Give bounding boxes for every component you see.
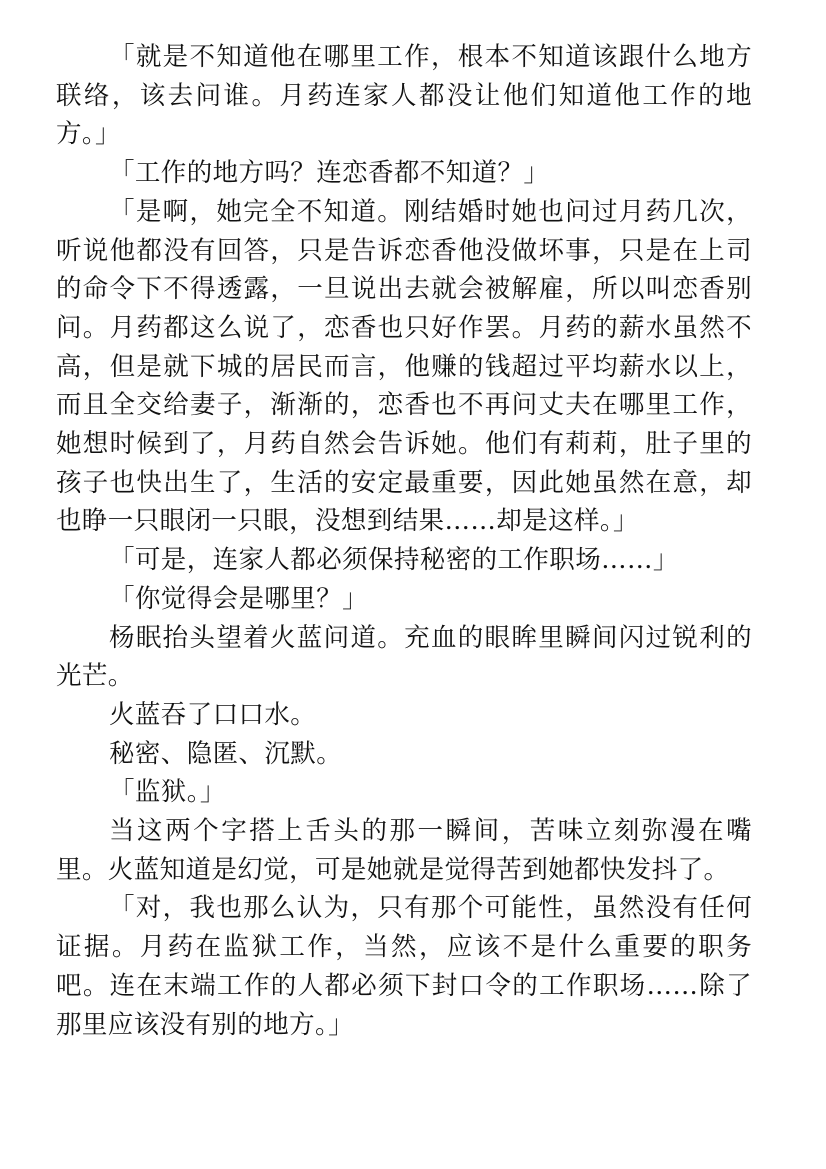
paragraph-narration-bitter: 当这两个字搭上舌头的那一瞬间，苦味立刻弥漫在嘴里。火蓝知道是幻觉，可是她就是觉得苦到她都快发抖了。 <box>56 816 752 885</box>
paragraph-dialogue-explanation: 「是啊，她完全不知道。刚结婚时她也问过月药几次，听说他都没有回答，只是告诉恋香他没做坏事，只是在上司的命令下不得透露，一旦说出去就会被解雇，所以叫恋香别问。月药都这么说了，恋香也只好作罢。月药的薪水虽然不高，但是就下城的居民而言，他赚的钱超过平均薪水以上，而且全交给妻子，渐渐的，恋香也不再问丈夫在哪里工作，她想时候到了，月药自然会告诉她。他们有莉莉，肚子里的孩子也快出生了，生活的安定最重要，因此她虽然在意，却也睁一只眼闭一只眼，没想到结果……却是这样。」 <box>56 196 752 537</box>
paragraph-dialogue-secret-workplace: 「可是，连家人都必须保持秘密的工作职场……」 <box>109 545 679 576</box>
paragraph-narration-yangmian: 杨眠抬头望着火蓝问道。充血的眼眸里瞬间闪过锐利的光芒。 <box>56 622 752 692</box>
paragraph-dialogue-workplace-unknown: 「就是不知道他在哪里工作，根本不知道该跟什么地方联络，该去问谁。月药连家人都没让他们知道他工作的地方。」 <box>56 42 752 150</box>
paragraph-dialogue-where: 「你觉得会是哪里？」 <box>109 583 369 614</box>
document-page <box>56 38 752 1044</box>
paragraph-narration-swallow: 火蓝吞了口口水。 <box>109 699 317 730</box>
paragraph-dialogue-question: 「工作的地方吗？连恋香都不知道？」 <box>109 158 550 189</box>
paragraph-dialogue-prison: 「监狱。」 <box>109 777 226 808</box>
paragraph-narration-keywords: 秘密、隐匿、沉默。 <box>109 738 343 769</box>
paragraph-dialogue-agreement: 「对，我也那么认为，只有那个可能性，虽然没有任何证据。月药在监狱工作，当然，应该不是什么重要的职务吧。连在末端工作的人都必须下封口令的工作职场……除了那里应该没有别的地方。」 <box>56 893 752 1040</box>
